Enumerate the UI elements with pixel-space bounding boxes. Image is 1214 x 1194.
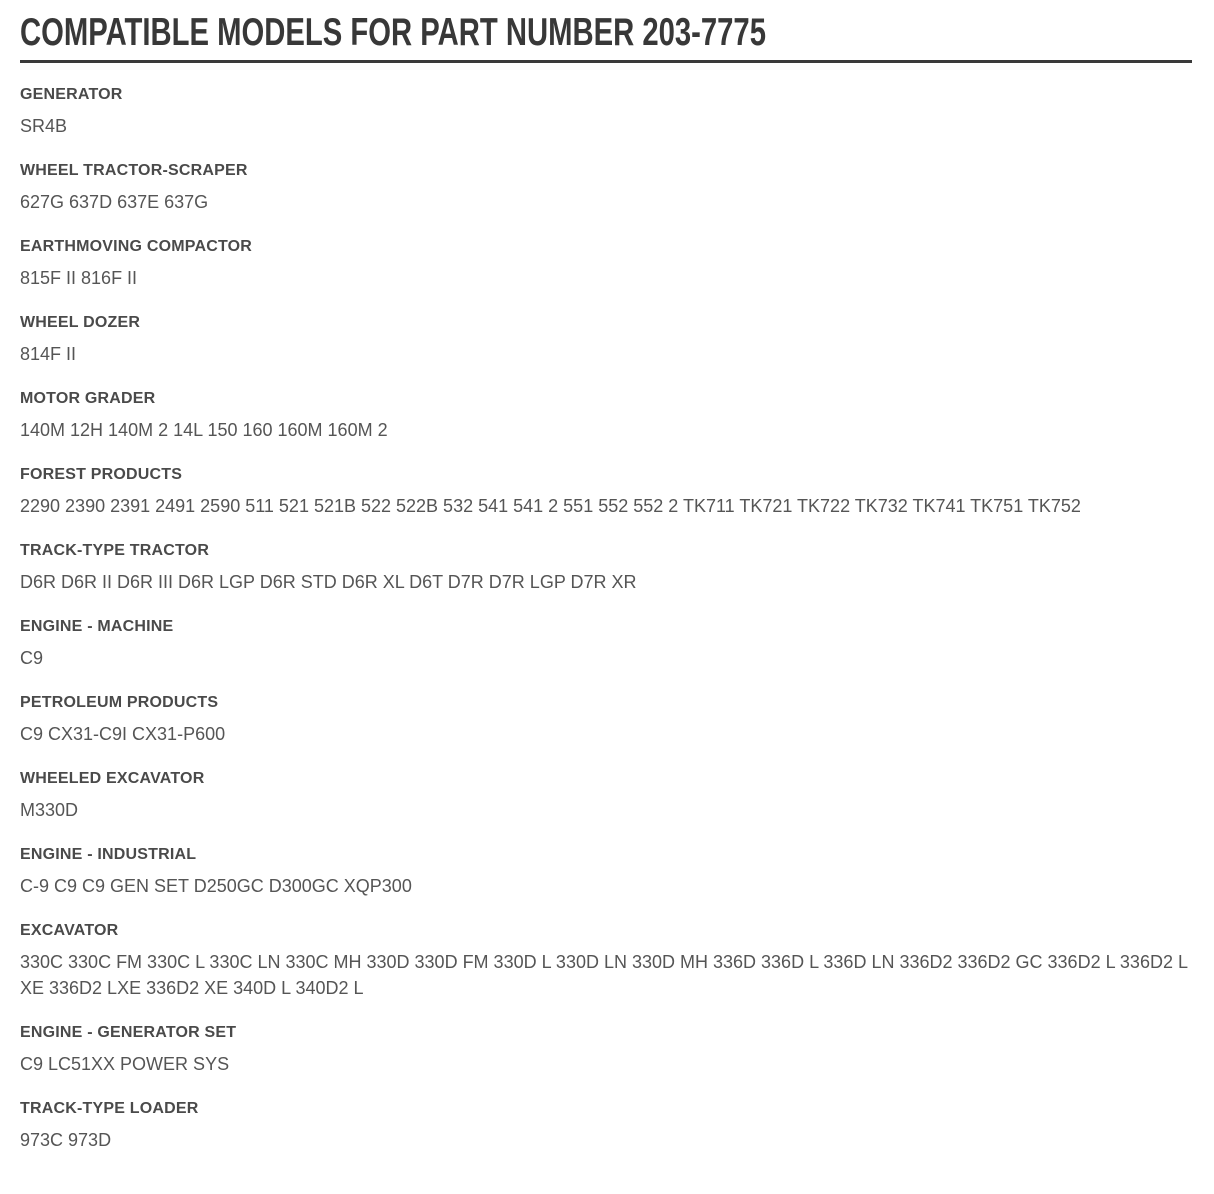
model-list: C9 CX31-C9I CX31-P600 (20, 724, 226, 744)
compatibility-section (20, 391, 1192, 443)
category-header: EXCAVATOR (20, 922, 119, 939)
compatibility-section (20, 315, 1192, 367)
model-list: 140M 12H 140M 2 14L 150 160 160M 160M 2 (20, 420, 388, 440)
compatibility-section (20, 163, 1192, 215)
model-list: 814F II (20, 344, 77, 364)
page-title (20, 0, 1192, 63)
category-header: FOREST PRODUCTS (20, 466, 183, 483)
model-list: 627G 637D 637E 637G (20, 192, 209, 212)
category-header: TRACK-TYPE TRACTOR (20, 542, 210, 559)
compatibility-section (20, 87, 1192, 139)
compatibility-section (20, 1101, 1192, 1153)
category-header: WHEELED EXCAVATOR (20, 770, 205, 787)
category-header: EARTHMOVING COMPACTOR (20, 238, 253, 255)
model-list: 815F II 816F II (20, 268, 138, 288)
model-list: D6R D6R II D6R III D6R LGP D6R STD D6R XL D6T D7R D7R LGP D7R XR (20, 572, 637, 592)
model-list: 330C 330C FM 330C L 330C LN 330C MH 330D 330D FM 330D L 330D LN 330D MH 336D 336D L 336D LN 336D2 336D2 GC 336D2 L 336D2 L XE 336D2 LXE 336D2 XE 340D L 340D2 L (20, 952, 1188, 998)
compatibility-section (20, 239, 1192, 291)
compatibility-sections (20, 87, 1192, 1153)
model-list: M330D (20, 800, 79, 820)
compatibility-section (20, 923, 1192, 1001)
compatibility-section (20, 467, 1192, 519)
category-header: WHEEL DOZER (20, 314, 141, 331)
model-list: 973C 973D (20, 1130, 112, 1150)
compatibility-section (20, 619, 1192, 671)
model-list: C-9 C9 C9 GEN SET D250GC D300GC XQP300 (20, 876, 412, 896)
compatibility-section (20, 847, 1192, 899)
category-header: WHEEL TRACTOR-SCRAPER (20, 162, 248, 179)
model-list: C9 LC51XX POWER SYS (20, 1054, 230, 1074)
model-list: 2290 2390 2391 2491 2590 511 521 521B 522 522B 532 541 541 2 551 552 552 2 TK711 TK721 TK722 TK732 TK741 TK751 TK752 (20, 496, 1081, 516)
category-header: PETROLEUM PRODUCTS (20, 694, 219, 711)
compatibility-section (20, 1025, 1192, 1077)
page-title-text: COMPATIBLE MODELS FOR PART NUMBER 203-7775 (20, 11, 766, 54)
compatibility-section (20, 695, 1192, 747)
category-header: ENGINE - INDUSTRIAL (20, 846, 197, 863)
compatibility-section (20, 771, 1192, 823)
compatibility-section (20, 543, 1192, 595)
category-header: TRACK-TYPE LOADER (20, 1100, 199, 1117)
category-header: GENERATOR (20, 86, 123, 103)
category-header: MOTOR GRADER (20, 390, 156, 407)
model-list: SR4B (20, 116, 68, 136)
category-header: ENGINE - GENERATOR SET (20, 1024, 237, 1041)
category-header: ENGINE - MACHINE (20, 618, 174, 635)
model-list: C9 (20, 648, 44, 668)
